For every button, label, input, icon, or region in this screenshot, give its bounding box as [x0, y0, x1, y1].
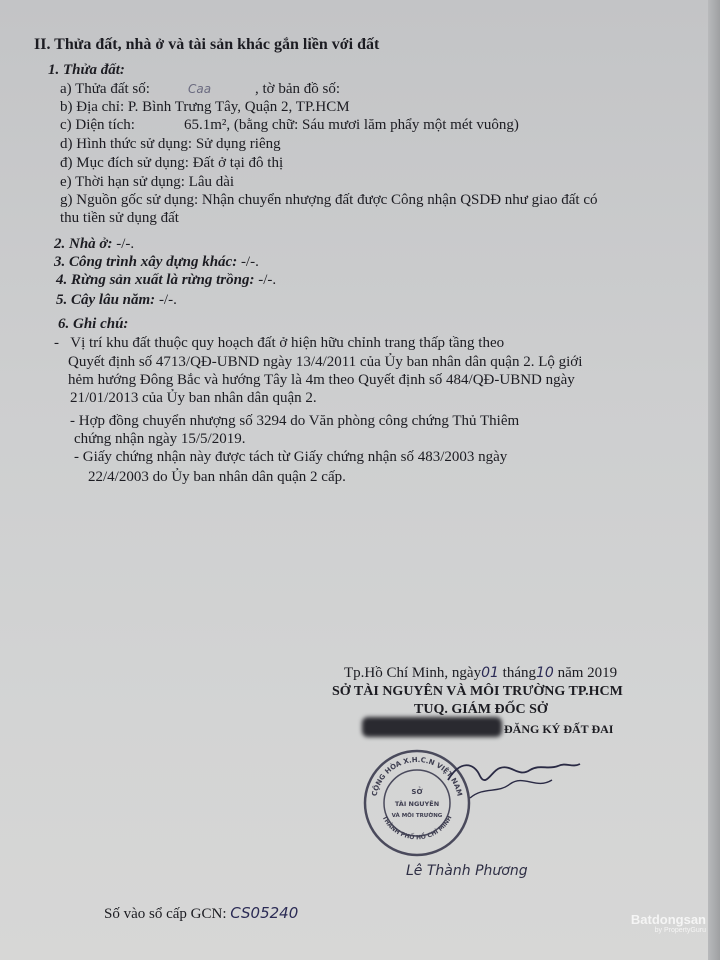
office-name: ĐĂNG KÝ ĐẤT ĐAI	[504, 722, 614, 736]
month-label: tháng	[502, 665, 536, 681]
watermark-brand: Batdongsan	[630, 912, 706, 927]
tuq-title: TUQ. GIÁM ĐỐC SỞ	[414, 702, 548, 717]
watermark-sub: by PropertyGuru	[654, 927, 706, 934]
land-usage-form: d) Hình thức sử dụng: Sử dụng riêng	[60, 136, 281, 152]
page-edge	[708, 0, 720, 960]
land-area-value: 65.1m², (bằng chữ: Sáu mươi lăm phẩy một mét vuông)	[184, 117, 519, 133]
land-map-label: , tờ bản đồ số:	[255, 81, 341, 97]
place-date-prefix: Tp.Hồ Chí Minh, ngày	[344, 665, 482, 681]
registry-value: CS05240	[230, 904, 299, 922]
section-title: II. Thửa đất, nhà ở và tài sản khác gắn liền với đất	[34, 36, 380, 53]
registry-entry	[104, 904, 298, 923]
seal-inner-mid: TÀI NGUYÊN	[394, 800, 440, 808]
trees-label: 5. Cây lâu năm:	[56, 292, 156, 308]
house-value: -/-.	[116, 236, 135, 252]
signer-name: Lê Thành Phương	[406, 863, 528, 879]
land-heading: 1. Thửa đất:	[48, 62, 125, 78]
land-parcel-label: a) Thửa đất số:	[60, 81, 150, 97]
trees-value: -/-.	[158, 292, 177, 308]
construction-label: 3. Công trình xây dựng khác:	[54, 254, 238, 270]
note-line-1-text: Vị trí khu đất thuộc quy hoạch đất ở hiện hữu chỉnh trang thấp tầng theo	[70, 335, 505, 351]
land-area-label: c) Diện tích:	[60, 117, 135, 133]
forest-label: 4. Rừng sản xuất là rừng trồng:	[56, 272, 255, 288]
redaction-mark	[362, 717, 502, 737]
land-usage-purpose: đ) Mục đích sử dụng: Đất ở tại đô thị	[60, 155, 284, 171]
seal-outer-text: CỘNG HÒA X.H.C.N VIỆT NAM	[370, 755, 464, 798]
registry-label: Số vào sổ cấp GCN:	[104, 906, 227, 922]
trees-item	[56, 291, 177, 309]
issuing-org: SỞ TÀI NGUYÊN VÀ MÔI TRƯỜNG TP.HCM	[332, 684, 623, 699]
note-line-5: - Hợp đồng chuyển nhượng số 3294 do Văn phòng công chứng Thủ Thiêm	[70, 413, 520, 429]
land-origin-line2: thu tiền sử dụng đất	[60, 210, 179, 226]
notes-heading: 6. Ghi chú:	[58, 316, 129, 332]
year-label: năm 2019	[557, 665, 618, 681]
land-origin-line1: g) Nguồn gốc sử dụng: Nhận chuyển nhượng đất được Công nhận QSDĐ như giao đất có	[60, 192, 598, 208]
seal-inner-top: SỞ	[411, 788, 423, 796]
date-day: 01	[481, 665, 499, 681]
note-line-8: 22/4/2003 do Ủy ban nhân dân quận 2 cấp.	[88, 469, 346, 485]
forest-item	[56, 271, 276, 289]
note-line-2: Quyết định số 4713/QĐ-UBND ngày 13/4/2011 của Ủy ban nhân dân quận 2. Lộ giới	[68, 354, 583, 370]
note-line-6: chứng nhận ngày 15/5/2019.	[74, 431, 246, 447]
land-parcel-value: Caa	[188, 82, 212, 96]
house-item	[54, 235, 134, 253]
forest-value: -/-.	[258, 272, 277, 288]
land-usage-term: e) Thời hạn sử dụng: Lâu dài	[60, 174, 235, 190]
note-line-1: - Vị trí khu đất thuộc quy hoạch đất ở hiện hữu chỉnh trang thấp tầng theo	[54, 335, 505, 351]
note-line-3: hẻm hướng Đông Bắc và hướng Tây là 4m theo Quyết định số 484/QĐ-UBND ngày	[68, 372, 575, 388]
land-address: b) Địa chỉ: P. Bình Trưng Tây, Quận 2, TP.HCM	[60, 99, 350, 115]
seal-inner-bot: VÀ MÔI TRƯỜNG	[391, 813, 443, 819]
construction-value: -/-.	[240, 254, 259, 270]
note-line-7: - Giấy chứng nhận này được tách từ Giấy chứng nhận số 483/2003 ngày	[74, 449, 508, 465]
note-line-4: 21/01/2013 của Ủy ban nhân dân quận 2.	[70, 390, 317, 406]
seal-bottom-text: THÀNH PHỐ HỒ CHÍ MINH	[380, 814, 454, 842]
batdongsan-watermark	[631, 912, 706, 934]
place-date	[344, 664, 617, 682]
date-month: 10	[536, 665, 554, 681]
handwritten-signature	[440, 740, 590, 820]
construction-item	[54, 253, 259, 271]
house-label: 2. Nhà ở:	[54, 236, 113, 252]
